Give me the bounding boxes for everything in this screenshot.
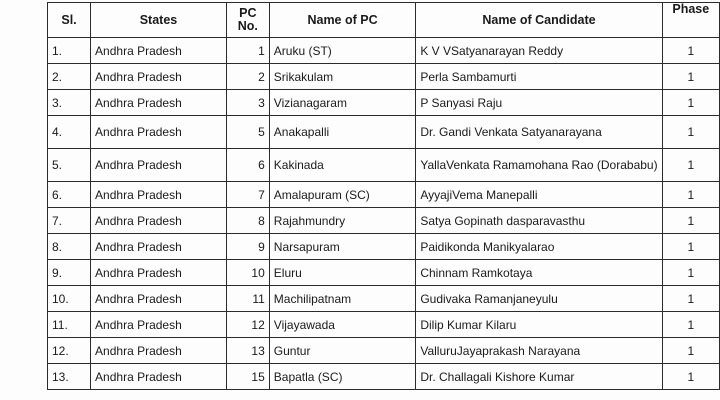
cell-pc-no: 7 [226,182,269,208]
cell-pc-name: Vizianagaram [269,90,416,116]
header-states: States [91,3,227,38]
cell-sl: 8. [48,234,91,260]
cell-phase: 1 [662,364,719,390]
table-row [48,116,720,149]
cell-pc-no: 8 [226,208,269,234]
cell-pc-no: 10 [226,260,269,286]
table-row [48,38,720,64]
cell-phase: 1 [662,182,719,208]
cell-sl: 3. [48,90,91,116]
table-row [48,182,720,208]
cell-candidate: Paidikonda Manikyalarao [416,234,662,260]
cell-state: Andhra Pradesh [91,90,227,116]
cell-pc-name: Anakapalli [269,116,416,149]
cell-state: Andhra Pradesh [91,149,227,182]
cell-state: Andhra Pradesh [91,64,227,90]
cell-pc-no: 1 [226,38,269,64]
cell-candidate: Satya Gopinath dasparavasthu [416,208,662,234]
cell-phase: 1 [662,312,719,338]
table-row [48,312,720,338]
table-row [48,64,720,90]
cell-state: Andhra Pradesh [91,116,227,149]
cell-pc-no: 9 [226,234,269,260]
cell-state: Andhra Pradesh [91,234,227,260]
table-row [48,149,720,182]
cell-pc-name: Aruku (ST) [269,38,416,64]
cell-candidate: YallaVenkata Ramamohana Rao (Dorababu) [416,149,662,182]
cell-state: Andhra Pradesh [91,182,227,208]
cell-candidate: Perla Sambamurti [416,64,662,90]
cell-phase: 1 [662,64,719,90]
cell-candidate: K V VSatyanarayan Reddy [416,38,662,64]
cell-sl: 2. [48,64,91,90]
cell-candidate: Chinnam Ramkotaya [416,260,662,286]
cell-state: Andhra Pradesh [91,286,227,312]
cell-pc-name: Amalapuram (SC) [269,182,416,208]
table-row [48,208,720,234]
cell-candidate: ValluruJayaprakash Narayana [416,338,662,364]
cell-pc-name: Machilipatnam [269,286,416,312]
cell-pc-no: 11 [226,286,269,312]
cell-phase: 1 [662,286,719,312]
header-row [48,3,720,38]
cell-phase: 1 [662,38,719,64]
cell-phase: 1 [662,260,719,286]
table-row [48,338,720,364]
header-pc-no: PC No. [226,3,269,38]
cell-pc-name: Narsapuram [269,234,416,260]
table-body [48,38,720,390]
cell-phase: 1 [662,208,719,234]
cell-sl: 1. [48,38,91,64]
header-candidate: Name of Candidate [416,3,662,38]
table-row [48,234,720,260]
cell-state: Andhra Pradesh [91,208,227,234]
cell-pc-no: 6 [226,149,269,182]
cell-candidate: Dr. Gandi Venkata Satyanarayana [416,116,662,149]
cell-candidate: Gudivaka Ramanjaneyulu [416,286,662,312]
cell-pc-no: 2 [226,64,269,90]
cell-phase: 1 [662,234,719,260]
cell-phase: 1 [662,90,719,116]
cell-state: Andhra Pradesh [91,312,227,338]
table-row [48,90,720,116]
cell-pc-no: 15 [226,364,269,390]
header-pc-name: Name of PC [269,3,416,38]
cell-sl: 10. [48,286,91,312]
cell-sl: 7. [48,208,91,234]
cell-pc-name: Kakinada [269,149,416,182]
header-sl: Sl. [48,3,91,38]
cell-sl: 4. [48,116,91,149]
cell-pc-no: 3 [226,90,269,116]
header-phase: Phase [662,3,719,38]
cell-sl: 9. [48,260,91,286]
table-row [48,260,720,286]
cell-sl: 12. [48,338,91,364]
cell-state: Andhra Pradesh [91,338,227,364]
cell-candidate: AyyajiVema Manepalli [416,182,662,208]
table-row [48,364,720,390]
cell-phase: 1 [662,149,719,182]
cell-pc-name: Srikakulam [269,64,416,90]
cell-pc-no: 13 [226,338,269,364]
cell-phase: 1 [662,116,719,149]
cell-candidate: Dr. Challagali Kishore Kumar [416,364,662,390]
cell-sl: 5. [48,149,91,182]
cell-pc-name: Bapatla (SC) [269,364,416,390]
cell-sl: 13. [48,364,91,390]
cell-pc-no: 5 [226,116,269,149]
cell-sl: 11. [48,312,91,338]
cell-pc-name: Rajahmundry [269,208,416,234]
cell-phase: 1 [662,338,719,364]
cell-pc-name: Eluru [269,260,416,286]
candidate-table [47,2,720,390]
cell-candidate: P Sanyasi Raju [416,90,662,116]
table-row [48,286,720,312]
cell-sl: 6. [48,182,91,208]
cell-candidate: Dilip Kumar Kilaru [416,312,662,338]
cell-state: Andhra Pradesh [91,364,227,390]
cell-pc-name: Vijayawada [269,312,416,338]
cell-state: Andhra Pradesh [91,260,227,286]
cell-state: Andhra Pradesh [91,38,227,64]
cell-pc-name: Guntur [269,338,416,364]
cell-pc-no: 12 [226,312,269,338]
